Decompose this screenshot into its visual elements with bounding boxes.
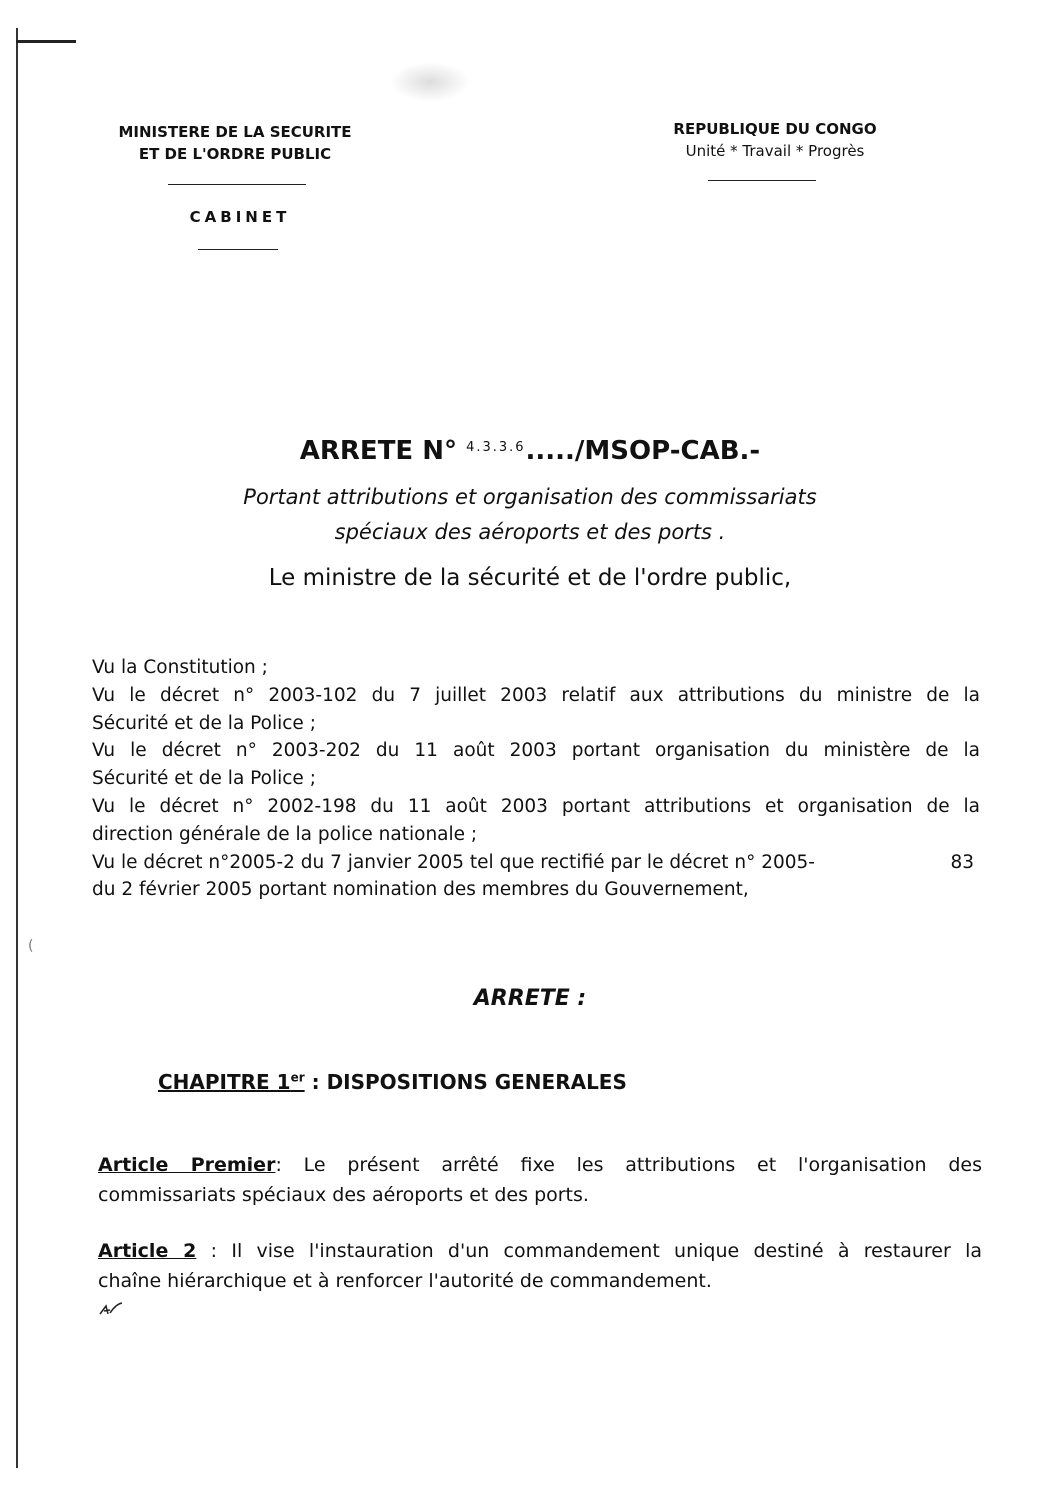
considerant-line: direction générale de la police nationale ; [92, 823, 478, 845]
cabinet-label: CABINET [189, 208, 291, 226]
handwritten-initials-icon [98, 1300, 124, 1318]
margin-mark: ( [28, 938, 34, 954]
considerant-line: du 2 février 2005 portant nomination des membres du Gouvernement, [92, 879, 749, 901]
decree-subtitle [160, 480, 900, 550]
considerants-block [92, 654, 980, 904]
cabinet-rule [198, 249, 278, 250]
considerant-trailing-number: 83 [950, 851, 974, 873]
chapter-title: : DISPOSITIONS GENERALES [304, 1070, 627, 1094]
article-separator: : [196, 1240, 232, 1262]
article-2 [98, 1236, 982, 1296]
article-line [98, 1236, 982, 1266]
considerant-line: Sécurité et de la Police ; [92, 712, 316, 734]
article-text: Il vise l'instauration d'un commandement unique destiné à restaurer la [231, 1240, 982, 1262]
article-line [98, 1150, 982, 1180]
considerant-line: Vu la Constitution ; [92, 657, 268, 678]
republic-name: REPUBLIQUE DU CONGO [673, 120, 877, 138]
ministry-line-1: MINISTERE DE LA SECURITE [118, 123, 352, 141]
corner-mark [16, 40, 76, 43]
decree-title-suffix: ...../MSOP-CAB.- [525, 436, 761, 466]
national-motto: Unité * Travail * Progrès [685, 142, 865, 160]
page-margin-line [16, 28, 18, 1468]
minister-statement: Le ministre de la sécurité et de l'ordre public, [268, 565, 792, 591]
article-label: Article Premier [98, 1154, 276, 1176]
article-line: chaîne hiérarchique et à renforcer l'autorité de commandement. [98, 1270, 712, 1292]
arrete-heading: ARRETE : [473, 986, 587, 1011]
considerant-line: Vu le décret n° 2003-102 du 7 juillet 2003 relatif aux attributions du ministre de la [92, 684, 980, 706]
subtitle-line-2: spéciaux des aéroports et des ports . [334, 520, 726, 544]
article-premier [98, 1150, 982, 1210]
chapter-sup: er [290, 1070, 305, 1085]
considerant-line: Sécurité et de la Police ; [92, 768, 316, 790]
stamp-smudge [390, 62, 470, 102]
ministry-rule [168, 184, 306, 185]
chapter-heading [158, 1070, 627, 1094]
article-label: Article 2 [98, 1240, 197, 1262]
ministry-line-2: ET DE L'ORDRE PUBLIC [138, 145, 332, 163]
republic-header [630, 118, 920, 162]
considerant-text: Vu le décret n°2005-2 du 7 janvier 2005 tel que rectifié par le décret n° 2005- [92, 851, 815, 873]
subtitle-line-1: Portant attributions et organisation des commissariats [243, 485, 817, 509]
considerant-line [92, 849, 980, 877]
decree-title [200, 436, 860, 466]
article-text: Le présent arrêté fixe les attributions et l'organisation des [303, 1154, 982, 1176]
decree-title-prefix: ARRETE N° [299, 436, 467, 466]
considerant-line: Vu le décret n° 2002-198 du 11 août 2003 portant attributions et organisation de la [92, 795, 980, 817]
chapter-label [158, 1070, 305, 1094]
article-line: commissariats spéciaux des aéroports et des ports. [98, 1184, 589, 1206]
ministry-header [90, 121, 380, 165]
decree-number: 4.3.3.6 [466, 440, 526, 455]
article-separator: : [275, 1154, 304, 1176]
chapter-number: CHAPITRE 1 [158, 1070, 291, 1094]
republic-rule [708, 180, 816, 181]
considerant-line: Vu le décret n° 2003-202 du 11 août 2003 portant organisation du ministère de la [92, 740, 980, 762]
